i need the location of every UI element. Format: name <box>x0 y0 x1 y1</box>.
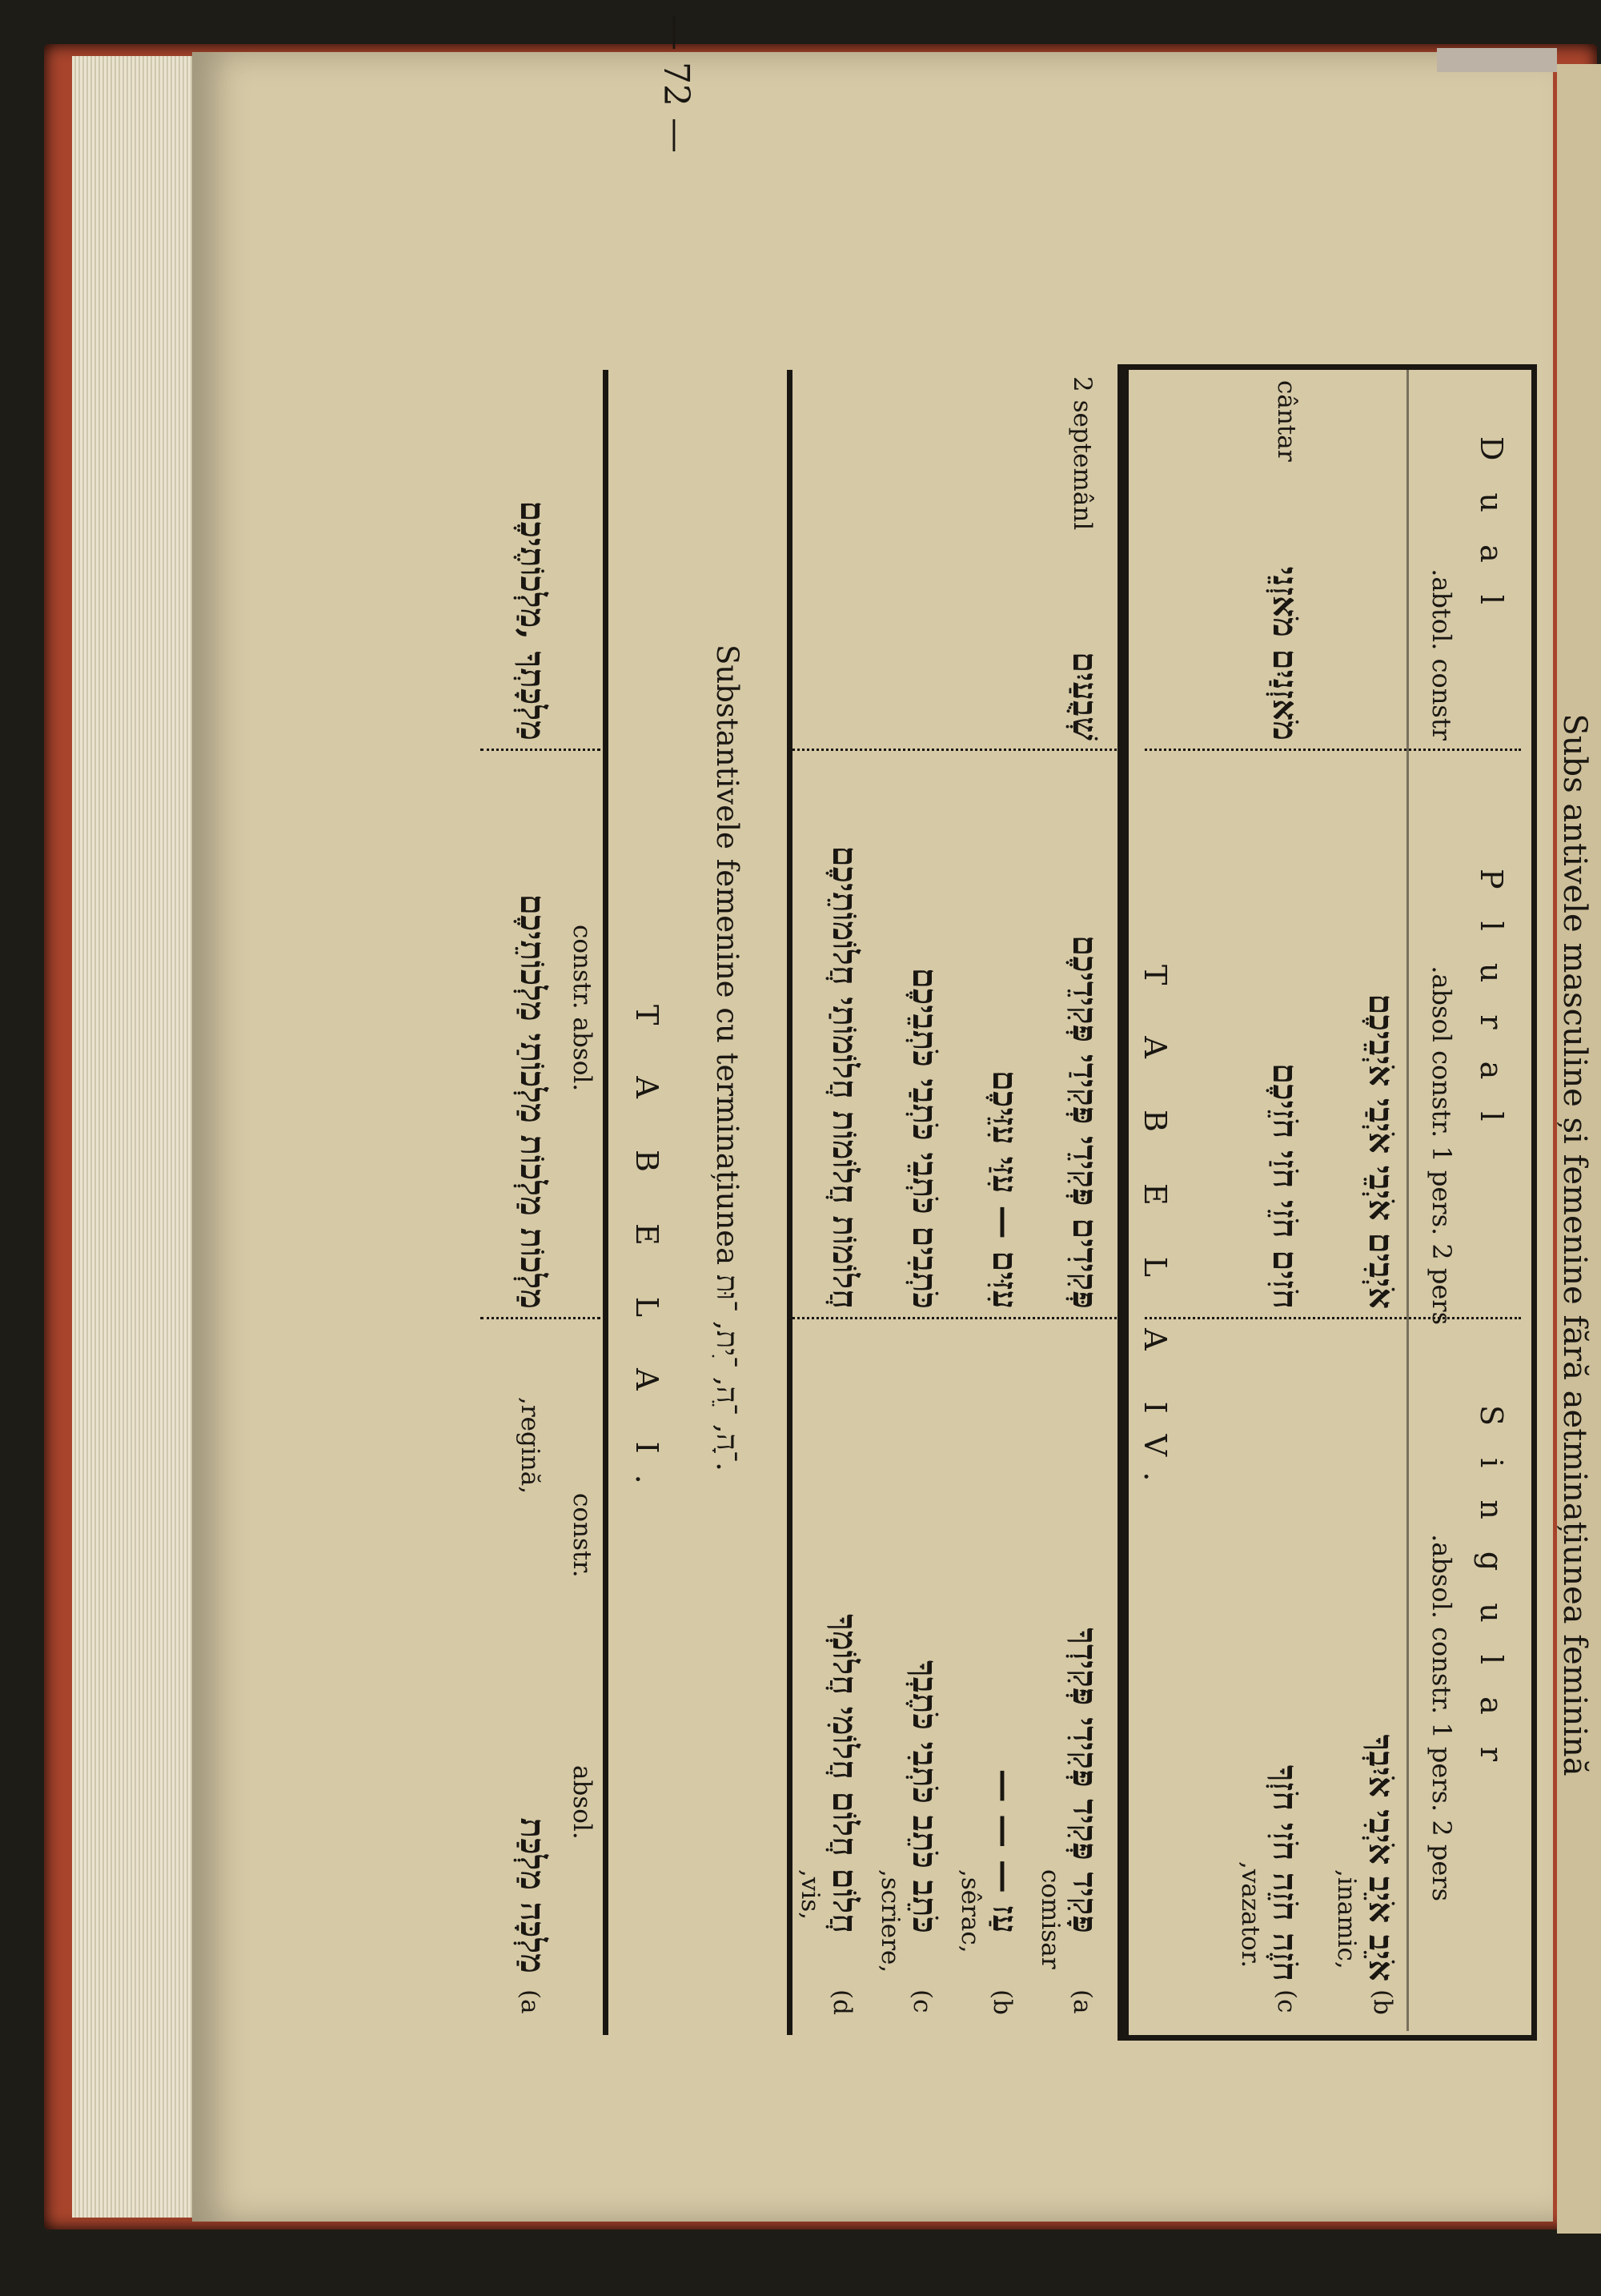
column-divider <box>792 1317 1121 1323</box>
row-label: (a <box>1068 1989 1097 2014</box>
subheader-dual: abtol. constr. <box>1426 568 1457 741</box>
plural-cell: חֲלוֹמוֹת חֲלוֹמוֹת חֲלוֹמוֹתַי חֲלוֹמוֹתֵיכֶם <box>825 845 865 1309</box>
subheader-singular: absol. constr. 1 pers. 2 pers. <box>1426 1534 1457 1901</box>
dual-cell: שְׁבֻעַיִם <box>1065 652 1105 741</box>
column-divider <box>480 1317 600 1323</box>
table-2-top-rule <box>1123 370 1129 2035</box>
row-label: (d <box>828 1989 857 2015</box>
table-3-top-rule <box>603 370 608 2035</box>
singular-cell: פָּקִיד פְּקִיד פְּקִידִי פְּקִידְךָ <box>1065 1628 1105 1933</box>
gloss: ,inamic, <box>1332 1869 1361 1969</box>
row-label: (c <box>908 1989 937 2013</box>
subheader-absol: absol. <box>568 1765 596 1840</box>
singular-cell: אֹיֵב אֹיֵב אֹיְבִי אֹיִבְךָ <box>1362 1734 1401 1981</box>
plural-cell: חֹזִים חֹזֵי חֹזַי חֹזֵיכֶם <box>1266 1062 1305 1309</box>
singular-cell: חֲלוֹם חֲלוֹם חֲלוֹמִי חֲלוֹמְךָ <box>825 1614 865 1933</box>
tabela-iv-heading: T A B E L A IV. <box>1138 965 1173 1503</box>
row-label: (a <box>516 1989 544 2014</box>
header-singular: S i n g u l a r <box>1474 1405 1509 1772</box>
row-label: (b <box>988 1989 1017 2015</box>
singular-cell: עַז — — — <box>985 1768 1025 1933</box>
plural-cell: פְּקִידִים פְּקִידֵי פְּקִידַי פְּקִידֵיכֶם <box>1065 934 1105 1309</box>
subheader-constr: constr. <box>568 1493 596 1578</box>
gloss: comisar <box>1036 1869 1065 1969</box>
page-title: Subs antivele masculine și femenine fără aetminațiunea feminină <box>1556 713 1593 1776</box>
row-divider <box>1406 370 1409 2031</box>
bookmark-tab <box>1437 48 1557 72</box>
gloss: ,scriere, <box>876 1869 905 1973</box>
gloss: ,vis, <box>796 1869 825 1921</box>
subheader-plural: absol constr. 1 pers. 2 pers. <box>1426 965 1457 1325</box>
row-label: (b <box>1368 1989 1397 2015</box>
page-edges <box>72 56 208 2218</box>
singular-cell: כֹּתֵב כֹּתֵב כֹּתְבִי כֹּתֶבְךָ <box>905 1660 945 1933</box>
rotated-page-content <box>272 15 1601 2246</box>
dual-gloss: cântar <box>1272 380 1301 462</box>
tabela-i-heading: T A B E L A I. <box>629 1005 664 1505</box>
column-divider <box>1145 1317 1521 1323</box>
dual-cell: מֹאזְנַיִם מֹאזְנֵי <box>1266 566 1305 741</box>
singular-cell: חֹזֶה חֹזֵה חֹזִי חֹזְךָ <box>1266 1764 1305 1981</box>
gloss: ,vazator. <box>1236 1861 1265 1969</box>
gloss: ,regină, <box>516 1397 544 1495</box>
gloss: ,sêrac, <box>956 1869 985 1953</box>
section-heading: Substantivele femenine cu terminațiunea ־ָה, ־ֵה, ־ִית, ־וּת. <box>710 644 744 1471</box>
dual-gloss: 2 septemânl <box>1068 376 1097 531</box>
plural-cell: עִזִּים — עִזַּי עִזֵּיכֶם <box>985 1070 1025 1309</box>
plural-cell: כֹּתְבִים כֹּתְבֵי כֹּתְבַי כֹּתְבֵיכֶם <box>905 967 945 1309</box>
column-divider <box>792 749 1121 754</box>
plural-cell: אֹיְבִים אֹיְבֵי אֹיְבַי אֹיְבֵיכֶם <box>1362 993 1401 1309</box>
table-2-bottom-rule <box>787 370 792 2035</box>
table-1 <box>1117 364 1537 2041</box>
singular-cell: מַלְכָּה מַלְכַּת <box>513 1817 552 1973</box>
row-label: (c <box>1272 1989 1301 2013</box>
header-plural: P l u r a l <box>1474 869 1509 1133</box>
column-divider <box>1145 749 1521 754</box>
extra-cell: מַלְכָּתְךָ ,מַלְכוֹתֶיכֶם <box>513 500 552 741</box>
column-divider <box>480 749 600 754</box>
page-number: — 72 — <box>656 15 696 153</box>
subheader-constr-absol: constr. absol. <box>568 925 596 1092</box>
plural-cell: מַלְכוֹת מַלְכוֹת מַלְכוֹתַי מַלְכוֹתֵיכֶם <box>513 893 552 1309</box>
header-dual: D u a l <box>1474 436 1509 616</box>
